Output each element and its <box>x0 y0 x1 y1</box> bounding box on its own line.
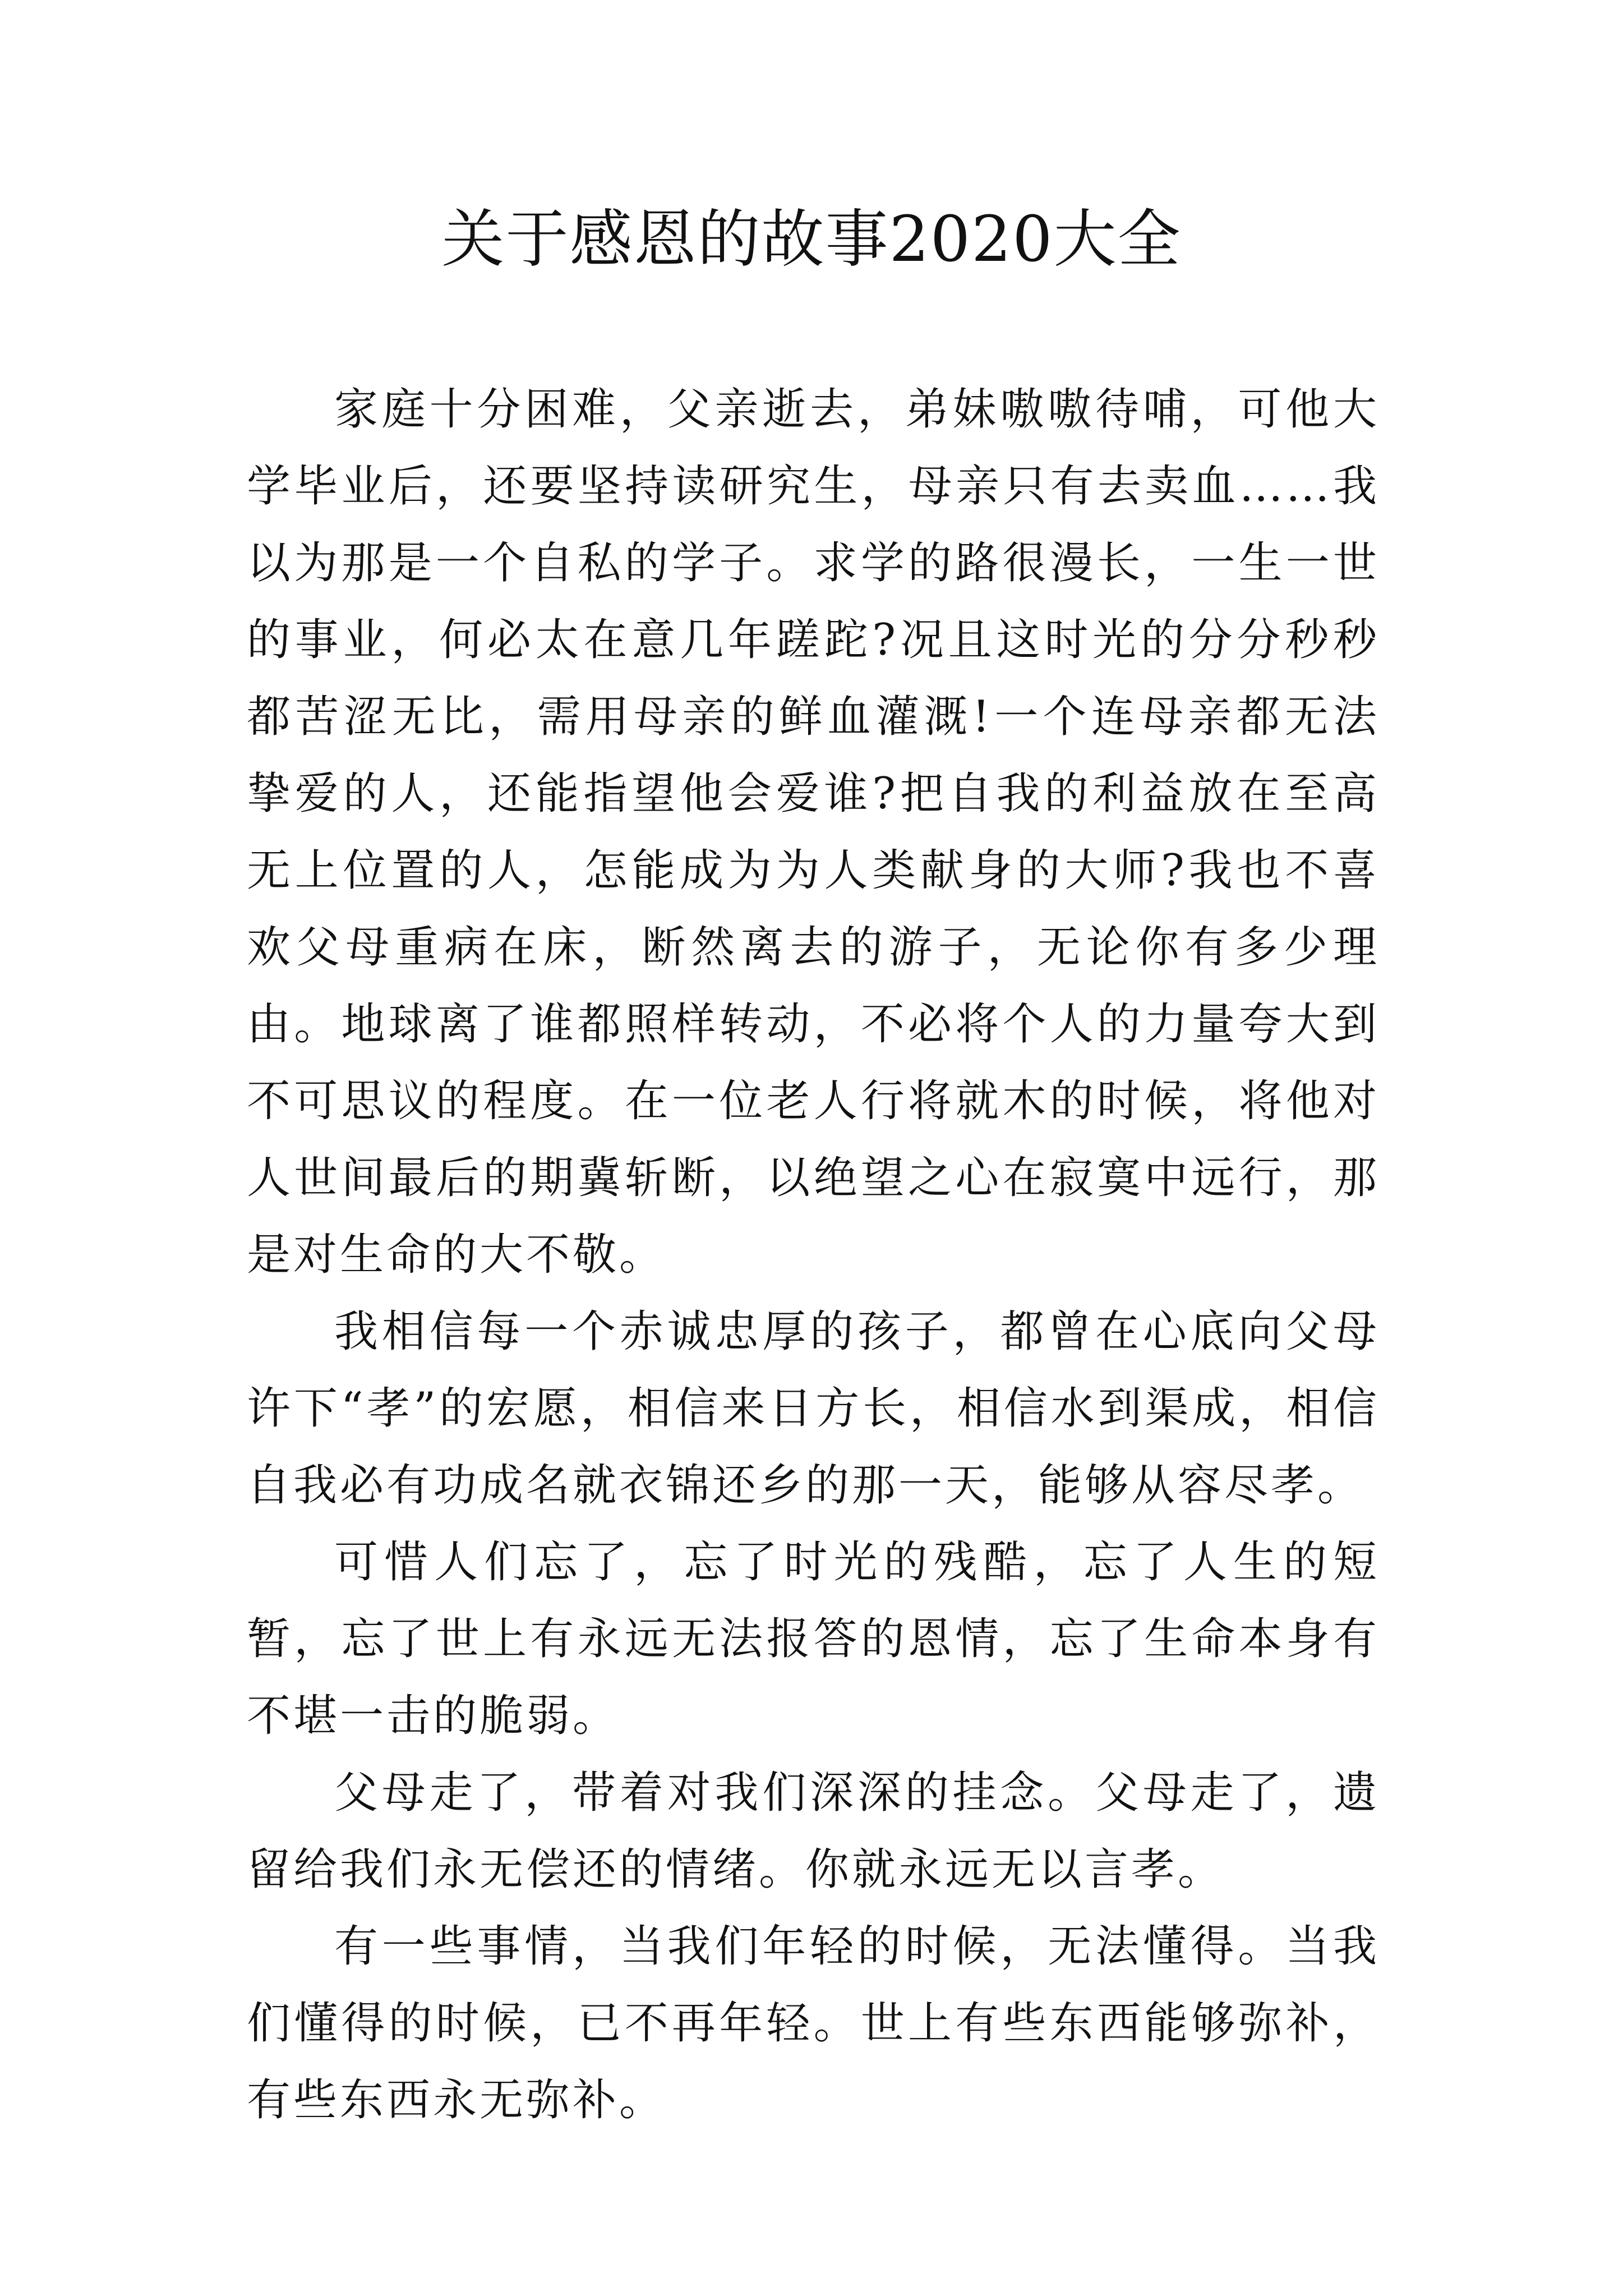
paragraph: 有一些事情，当我们年轻的时候，无法懂得。当我们懂得的时候，已不再年轻。世上有些东西能够弥补，有些东西永无弥补。 <box>247 1921 1380 2125</box>
paragraph: 家庭十分困难，父亲逝去，弟妹嗷嗷待哺，可他大学毕业后，还要坚持读研究生，母亲只有去卖血……我以为那是一个自私的学子。求学的路很漫长，一生一世的事业，何必太在意几年蹉跎?况且这时光的分分秒秒都苦涩无比，需用母亲的鲜血灌溉!一个连母亲都无法挚爱的人，还能指望他会爱谁?把自我的利益放在至高无上位置的人，怎能成为为人类献身的大师?我也不喜欢父母重病在床，断然离去的游子，无论你有多少理由。地球离了谁都照样转动，不必将个人的力量夸大到不可思议的程度。在一位老人行将就木的时候，将他对人世间最后的期冀斩断，以绝望之心在寂寞中远行，那是对生命的大不敬。 <box>247 384 1380 1280</box>
paragraph: 我相信每一个赤诚忠厚的孩子，都曾在心底向父母许下“孝”的宏愿，相信来日方长，相信水到渠成，相信自我必有功成名就衣锦还乡的那一天，能够从容尽孝。 <box>247 1306 1380 1511</box>
paragraph: 父母走了，带着对我们深深的挂念。父母走了，遗留给我们永无偿还的情绪。你就永远无以言孝。 <box>247 1768 1380 1895</box>
article-body <box>247 371 1380 2139</box>
paragraph: 可惜人们忘了，忘了时光的残酷，忘了人生的短暂，忘了世上有永远无法报答的恩情，忘了生命本身有不堪一击的脆弱。 <box>247 1537 1380 1741</box>
page-title: 关于感恩的故事2020大全 <box>441 203 1182 276</box>
